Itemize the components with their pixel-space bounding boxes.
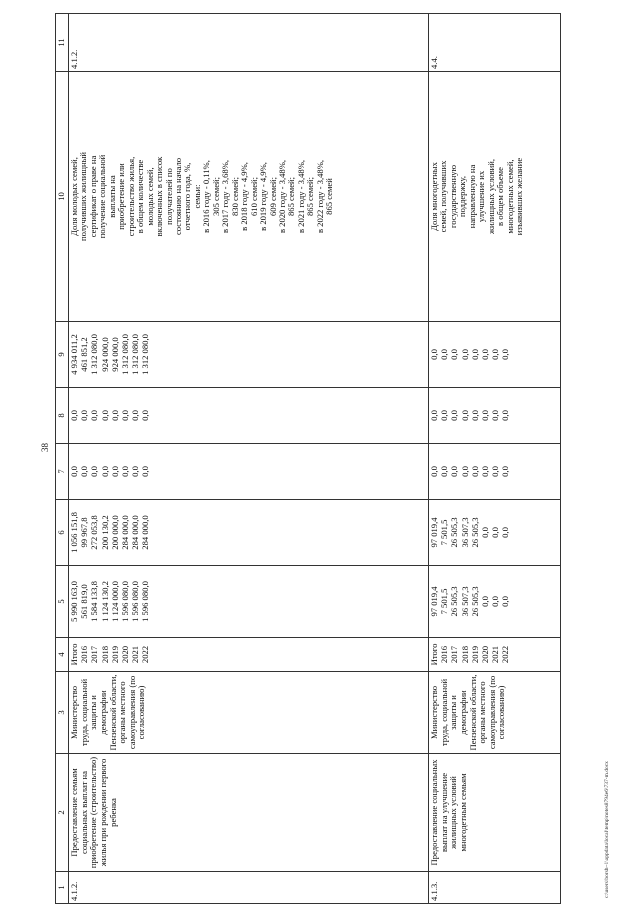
value: 0,0 xyxy=(99,410,110,421)
value: 0,0 xyxy=(79,466,90,477)
indicator-line: в общем количестве xyxy=(135,159,146,234)
header-cell: 4 xyxy=(56,638,69,672)
value: 0,0 xyxy=(469,410,480,421)
value: 0,0 xyxy=(130,466,141,477)
indicator-line: семей, получивших xyxy=(438,160,449,233)
page-number: 38 xyxy=(40,443,50,452)
value: 0,0 xyxy=(479,466,490,477)
indicator-line: сертификат о праве на xyxy=(87,155,98,238)
activity-name: Предоставление социальных выплат на улучшение жилищных условий многодетным семьям xyxy=(429,754,561,872)
other-cell xyxy=(429,322,561,388)
indicator-line: многодетных семей, xyxy=(504,159,515,234)
executor: Министерство труда, социальной защиты и демографии Пензенской области, органы местного самоуправления (по согласованию) xyxy=(429,672,561,754)
value: 0,0 xyxy=(439,466,450,477)
value: 0,0 xyxy=(469,466,480,477)
regional-cell xyxy=(429,444,561,500)
header-cell: 7 xyxy=(56,444,69,500)
indicator-ref: 4.1.2. xyxy=(69,14,429,72)
header-cell: 6 xyxy=(56,500,69,566)
value: 924 000,0 xyxy=(99,337,110,372)
value: 97 019,4 xyxy=(429,517,439,548)
year: Итого xyxy=(69,643,79,666)
value: 1 056 151,8 xyxy=(69,512,79,553)
value: 0,0 xyxy=(449,349,460,360)
value: 26 505,3 xyxy=(469,586,480,617)
value: 0,0 xyxy=(109,410,120,421)
value: 1 584 133,8 xyxy=(89,581,100,622)
value: 0,0 xyxy=(459,349,470,360)
row-number: 4.1.3. xyxy=(429,872,561,904)
value: 97 019,4 xyxy=(429,586,439,617)
value: 0,0 xyxy=(130,410,141,421)
indicator-line: молодых семей, xyxy=(144,167,155,226)
indicator-line: 865 семей; xyxy=(305,177,316,217)
value: 0,0 xyxy=(479,596,490,607)
value: 561 819,0 xyxy=(79,584,90,619)
value: 1 596 080,0 xyxy=(140,581,151,622)
indicator-line: улучшение их xyxy=(476,170,487,223)
indicator-line: состоянию на начало xyxy=(172,157,183,236)
value: 284 000,0 xyxy=(140,515,151,550)
program-activities-table-container xyxy=(55,14,585,904)
indicator-line: в 2018 году - 4,9%, xyxy=(239,162,250,231)
value: 284 000,0 xyxy=(119,515,130,550)
indicator-line: приобретение или xyxy=(116,163,127,230)
value: 0,0 xyxy=(109,466,120,477)
header-cell: 2 xyxy=(56,754,69,872)
indicator-line: в 2019 году - 4,9%, xyxy=(258,162,269,231)
year: 2022 xyxy=(140,645,151,664)
header-cell: 9 xyxy=(56,322,69,388)
federal-cell xyxy=(429,500,561,566)
value: 0,0 xyxy=(449,466,460,477)
header-cell: 5 xyxy=(56,566,69,638)
indicator-line: поддержку, xyxy=(457,175,468,218)
indicator-line: 609 семей; xyxy=(267,177,278,217)
federal-cell xyxy=(69,500,429,566)
value: 0,0 xyxy=(119,410,130,421)
value: 0,0 xyxy=(140,466,151,477)
value: 26 505,3 xyxy=(449,517,460,548)
value: 0,0 xyxy=(89,466,100,477)
indicator-line: направленную на xyxy=(466,164,477,229)
value: 272 053,8 xyxy=(89,515,100,550)
value: 0,0 xyxy=(439,410,450,421)
value: 0,0 xyxy=(439,349,450,360)
value: 0,0 xyxy=(79,410,90,421)
indicator-line: семьи: xyxy=(191,184,202,209)
indicator-line: изъявивших желание xyxy=(514,157,525,236)
value: 0,0 xyxy=(479,349,490,360)
value: 5 990 163,0 xyxy=(69,581,79,622)
indicator-line: 830 семей; xyxy=(229,177,240,217)
year: 2018 xyxy=(459,645,470,664)
table-row xyxy=(429,14,561,904)
indicator-line: в 2017 году - 3,68%, xyxy=(220,159,231,234)
value: 0,0 xyxy=(490,349,501,360)
indicator-line: в 2020 году - 3,48%, xyxy=(276,159,287,234)
value: 0,0 xyxy=(490,596,501,607)
value: 4 934 011,2 xyxy=(69,334,79,375)
value: 0,0 xyxy=(479,527,490,538)
value: 0,0 xyxy=(99,466,110,477)
value: 7 501,5 xyxy=(439,588,450,615)
value: 0,0 xyxy=(500,349,511,360)
year: 2018 xyxy=(99,645,110,664)
indicator-line: Доля многодетных xyxy=(429,162,439,231)
indicator-line: отчетного года, %, xyxy=(182,162,193,231)
years-cell xyxy=(429,638,561,672)
program-activities-table xyxy=(55,13,561,904)
indicator-line: в общем объеме xyxy=(495,167,506,226)
value: 461 851,2 xyxy=(79,337,90,372)
value: 0,0 xyxy=(429,410,439,421)
indicator-cell xyxy=(429,72,561,322)
year: 2019 xyxy=(109,645,120,664)
value: 1 312 080,0 xyxy=(89,334,100,375)
value: 0,0 xyxy=(69,410,79,421)
indicator-line: выплаты на xyxy=(106,175,117,218)
header-cell: 1 xyxy=(56,872,69,904)
value: 1 596 080,0 xyxy=(130,581,141,622)
value: 26 505,3 xyxy=(449,586,460,617)
local-cell xyxy=(69,388,429,444)
year: 2016 xyxy=(79,645,90,664)
table-row xyxy=(69,14,429,904)
indicator-line: 305 семей; xyxy=(210,177,221,217)
value: 200 130,2 xyxy=(99,515,110,550)
value: 0,0 xyxy=(449,410,460,421)
header-cell: 10 xyxy=(56,72,69,322)
value: 0,0 xyxy=(89,410,100,421)
value: 36 507,3 xyxy=(459,517,470,548)
local-cell xyxy=(429,388,561,444)
value: 0,0 xyxy=(490,410,501,421)
total-cell xyxy=(69,566,429,638)
year: 2017 xyxy=(89,645,100,664)
value: 0,0 xyxy=(500,410,511,421)
header-cell: 3 xyxy=(56,672,69,754)
indicator-line: получение социальной xyxy=(97,154,108,239)
value: 26 505,3 xyxy=(469,517,480,548)
value: 0,0 xyxy=(490,527,501,538)
indicator-line: в 2021 году - 3,48%, xyxy=(295,159,306,234)
indicator-line: получателей по xyxy=(163,168,174,225)
value: 1 312 080,0 xyxy=(130,334,141,375)
value: 1 124 000,0 xyxy=(109,581,120,622)
value: 284 000,0 xyxy=(130,515,141,550)
value: 0,0 xyxy=(500,527,511,538)
year: 2021 xyxy=(490,645,501,664)
value: 0,0 xyxy=(500,466,511,477)
indicator-line: в 2022 году - 3,48%, xyxy=(314,159,325,234)
value: 1 312 080,0 xyxy=(140,334,151,375)
indicator-line: жилищных условий, xyxy=(485,159,496,234)
header-cell: 11 xyxy=(56,14,69,72)
value: 0,0 xyxy=(429,349,439,360)
indicator-line: Доля молодых семей, xyxy=(69,157,79,236)
indicator-line: 865 семей; xyxy=(286,177,297,217)
value: 0,0 xyxy=(479,410,490,421)
value: 924 000,0 xyxy=(109,337,120,372)
footer-file-path: c:\users\borsh~1\appdata\local\temp\notes8794e6\737-m.docx xyxy=(604,761,610,898)
value: 0,0 xyxy=(140,410,151,421)
value: 0,0 xyxy=(459,410,470,421)
regional-cell xyxy=(69,444,429,500)
indicator-line: государственную xyxy=(447,164,458,229)
activity-name: Предоставление семьям социальных выплат на приобретение (строительство) жилья при рождении первого ребенка xyxy=(69,754,429,872)
value: 1 596 080,0 xyxy=(119,581,130,622)
year: Итого xyxy=(429,643,439,666)
indicator-line: в 2016 году - 0,11%, xyxy=(201,160,212,233)
year: 2017 xyxy=(449,645,460,664)
total-cell xyxy=(429,566,561,638)
value: 0,0 xyxy=(429,466,439,477)
indicator-line: включенных в список xyxy=(154,156,165,237)
year: 2021 xyxy=(130,645,141,664)
value: 0,0 xyxy=(500,596,511,607)
year: 2020 xyxy=(119,645,130,664)
value: 1 312 080,0 xyxy=(119,334,130,375)
year: 2020 xyxy=(479,645,490,664)
value: 0,0 xyxy=(459,466,470,477)
indicator-cell xyxy=(69,72,429,322)
header-cell: 8 xyxy=(56,388,69,444)
indicator-ref: 4.4. xyxy=(429,14,561,72)
value: 7 501,5 xyxy=(439,519,450,546)
value: 36 507,3 xyxy=(459,586,470,617)
value: 0,0 xyxy=(119,466,130,477)
value: 200 000,0 xyxy=(109,515,120,550)
row-number: 4.1.2. xyxy=(69,872,429,904)
years-cell xyxy=(69,638,429,672)
year: 2016 xyxy=(439,645,450,664)
value: 0,0 xyxy=(490,466,501,477)
value: 0,0 xyxy=(69,466,79,477)
indicator-line: строительство жилья, xyxy=(125,156,136,237)
indicator-line: получивших жилищный xyxy=(78,151,89,242)
indicator-line: 865 семей xyxy=(324,178,335,215)
indicator-line: 610 семей; xyxy=(248,177,259,217)
value: 1 124 130,2 xyxy=(99,581,110,622)
year: 2019 xyxy=(469,645,480,664)
value: 99 967,8 xyxy=(79,517,90,548)
other-cell xyxy=(69,322,429,388)
header-row xyxy=(56,14,69,904)
value: 0,0 xyxy=(469,349,480,360)
year: 2022 xyxy=(500,645,511,664)
executor: Министерство труда, социальной защиты и демографии Пензенской области, органы местного самоуправления (по согласованию) xyxy=(69,672,429,754)
